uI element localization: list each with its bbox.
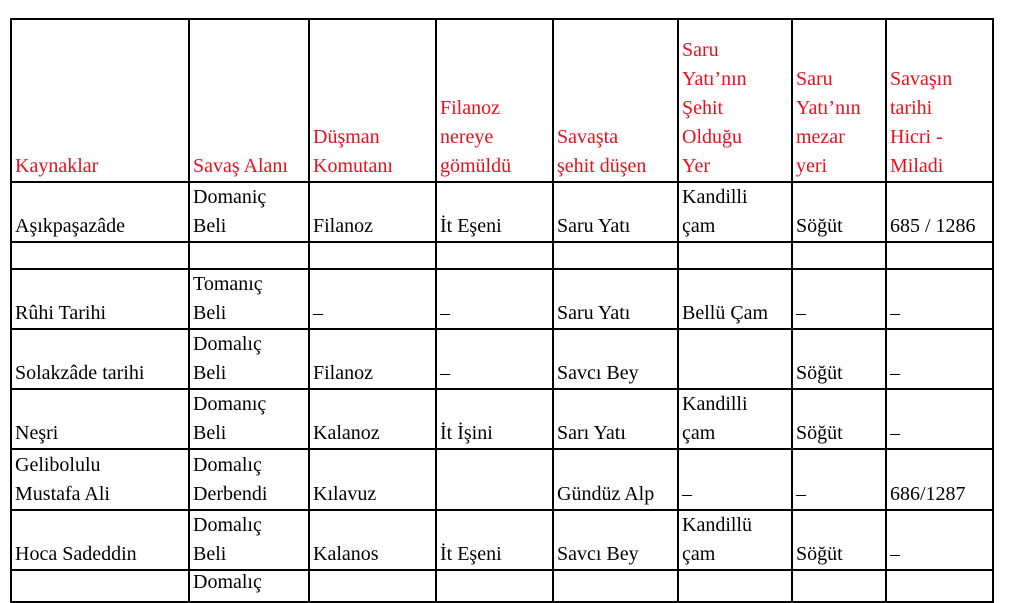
table-cell: Kılavuz xyxy=(309,449,436,510)
table-cell xyxy=(189,242,309,269)
table-cell: Gelibolulu Mustafa Ali xyxy=(11,449,189,510)
header-cell: Kaynaklar xyxy=(11,19,189,182)
table-cell xyxy=(678,329,792,389)
table-cell: Savcı Bey xyxy=(553,510,678,570)
table-cell: – xyxy=(309,269,436,329)
table-cell: – xyxy=(886,389,993,449)
table-cell: Gündüz Alp xyxy=(553,449,678,510)
table-cell: – xyxy=(886,269,993,329)
table-row xyxy=(11,242,993,269)
table-cell: Saru Yatı xyxy=(553,182,678,242)
table-cell: Savcı Bey xyxy=(553,329,678,389)
table-cell: Aşıkpaşazâde xyxy=(11,182,189,242)
table-cell: – xyxy=(792,449,886,510)
table-cell xyxy=(678,570,792,602)
table-cell: – xyxy=(886,510,993,570)
table-cell: Domalıç Derbendi xyxy=(189,449,309,510)
table-cell xyxy=(886,242,993,269)
table-cell: – xyxy=(436,269,553,329)
table-cell: 685 / 1286 xyxy=(886,182,993,242)
table-row xyxy=(11,329,993,389)
header-row xyxy=(11,19,993,182)
header-cell: Savaşın tarihi Hicri - Miladi xyxy=(886,19,993,182)
table-cell: Söğüt xyxy=(792,510,886,570)
table-cell: – xyxy=(436,329,553,389)
header-cell: Savaşta şehit düşen xyxy=(553,19,678,182)
table-cell: 686/1287 xyxy=(886,449,993,510)
table-cell: Hoca Sadeddin xyxy=(11,510,189,570)
table-cell xyxy=(553,242,678,269)
table-cell: Söğüt xyxy=(792,389,886,449)
header-cell: Savaş Alanı xyxy=(189,19,309,182)
table-cell: Kandillü çam xyxy=(678,510,792,570)
table-row xyxy=(11,182,993,242)
table-cell: – xyxy=(792,269,886,329)
header-cell: Düşman Komutanı xyxy=(309,19,436,182)
table-cell xyxy=(792,570,886,602)
table-row xyxy=(11,389,993,449)
header-cell: Filanoz nereye gömüldü xyxy=(436,19,553,182)
table-cell: Domaniç Beli xyxy=(189,182,309,242)
table-cell: Filanoz xyxy=(309,329,436,389)
table-cell: İt İşini xyxy=(436,389,553,449)
table-cell: Solakzâde tarihi xyxy=(11,329,189,389)
table-cell: Rûhi Tarihi xyxy=(11,269,189,329)
table-row xyxy=(11,510,993,570)
table-cell: Domalıç Beli xyxy=(189,510,309,570)
table-cell: Kandilli çam xyxy=(678,182,792,242)
table-cell: Domanıç Beli xyxy=(189,389,309,449)
table-cell: Domalıç xyxy=(189,570,309,602)
table-cell: İt Eşeni xyxy=(436,510,553,570)
table-cell xyxy=(309,570,436,602)
header-cell: Saru Yatı’nın Şehit Olduğu Yer xyxy=(678,19,792,182)
table-cell: Söğüt xyxy=(792,329,886,389)
table-cell: Bellü Çam xyxy=(678,269,792,329)
table-cell: Neşri xyxy=(11,389,189,449)
table-cell: – xyxy=(886,329,993,389)
table-cell xyxy=(436,449,553,510)
table-cell xyxy=(886,570,993,602)
table-cell: Kalanos xyxy=(309,510,436,570)
table-cell: Tomanıç Beli xyxy=(189,269,309,329)
table-cell xyxy=(436,570,553,602)
table-cell: – xyxy=(678,449,792,510)
table-cell: Söğüt xyxy=(792,182,886,242)
table-cell: Domalıç Beli xyxy=(189,329,309,389)
table-row xyxy=(11,269,993,329)
table-row xyxy=(11,449,993,510)
table-cell: İt Eşeni xyxy=(436,182,553,242)
table-cell xyxy=(436,242,553,269)
table-cell xyxy=(678,242,792,269)
table-row xyxy=(11,570,993,602)
table-cell: Filanoz xyxy=(309,182,436,242)
table-cell xyxy=(11,242,189,269)
table-cell: Kalanoz xyxy=(309,389,436,449)
table-cell xyxy=(309,242,436,269)
table-cell xyxy=(11,570,189,602)
table-cell: Saru Yatı xyxy=(553,269,678,329)
table-cell: Sarı Yatı xyxy=(553,389,678,449)
header-cell: Saru Yatı’nın mezar yeri xyxy=(792,19,886,182)
table-cell xyxy=(792,242,886,269)
table-cell: Kandilli çam xyxy=(678,389,792,449)
table-cell xyxy=(553,570,678,602)
battle-sources-table xyxy=(10,18,994,603)
